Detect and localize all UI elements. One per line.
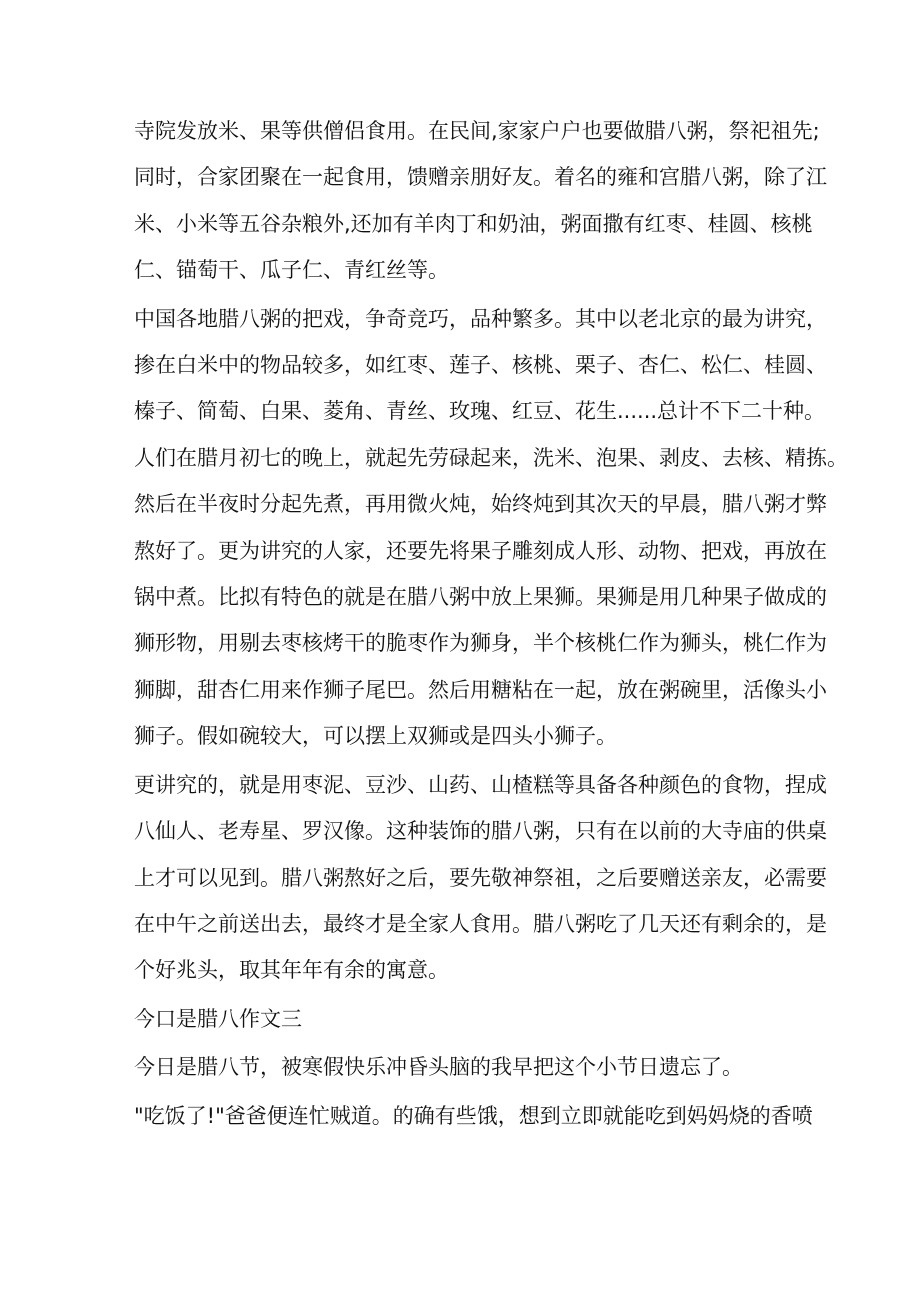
text-line: 然后在半夜时分起先煮，再用微火炖，始终炖到其次天的早晨，腊八粥才弊 bbox=[134, 492, 827, 517]
text-line: 狮脚，甜杏仁用来作狮子尾巴。然后用糖粘在一起，放在粥碗里，活像头小 bbox=[134, 677, 827, 702]
text-line: 中国各地腊八粥的把戏，争奇竞巧，品种繁多。其中以老北京的最为讲究， bbox=[134, 306, 827, 331]
paragraph-laba-porridge-origin bbox=[134, 108, 827, 294]
text-line: 掺在白米中的物品较多，如红枣、莲子、核桃、栗子、杏仁、松仁、桂圆、 bbox=[134, 353, 827, 378]
text-line: 锅中煮。比拟有特色的就是在腊八粥中放上果狮。果狮是用几种果子做成的 bbox=[134, 585, 827, 610]
text-line: 个好兆头，取其年年有余的寓意。 bbox=[134, 958, 449, 983]
text-line: 寺院发放米、果等供僧侣食用。在民间,家家户户也要做腊八粥，祭祀祖先; bbox=[134, 119, 820, 143]
text-line: 更讲究的，就是用枣泥、豆沙、山药、山楂糕等具备各种颜色的食物，捏成 bbox=[134, 772, 827, 797]
text-line: 米、小米等五谷杂粮外,还加有羊肉丁和奶油，粥面撒有红枣、桂圆、核桃 bbox=[134, 211, 813, 236]
text-line: 熬好了。更为讲究的人家，还要先将果子雕刻成人形、动物、把戏，再放在 bbox=[134, 538, 827, 563]
text-line: 狮子。假如碗较大，可以摆上双狮或是四头小狮子。 bbox=[134, 724, 617, 749]
paragraph-essay-intro bbox=[134, 1044, 794, 1090]
section-heading bbox=[134, 996, 794, 1042]
text-line: 狮形物，用剔去枣核烤干的脆枣作为狮身，半个核桃仁作为狮头，桃仁作为 bbox=[134, 631, 827, 656]
text-line: 人们在腊月初七的晚上，就起先劳碌起来，洗米、泡果、剥皮、去核、精拣。 bbox=[134, 445, 848, 470]
text-line: 在中午之前送出去，最终才是全家人食用。腊八粥吃了几天还有剩余的，是 bbox=[134, 911, 827, 936]
text-line: 今口是腊八作文三 bbox=[134, 1006, 302, 1031]
text-line: 上才可以见到。腊八粥熬好之后，要先敬神祭祖，之后要赠送亲友，必需要 bbox=[134, 865, 827, 890]
text-line: 仁、锚萄干、瓜子仁、青红丝等。 bbox=[134, 258, 449, 283]
text-line: 榛子、简萄、白果、菱角、青丝、玫瑰、红豆、花生......总计不下二十种。 bbox=[134, 399, 826, 424]
paragraph-regional-varieties bbox=[134, 296, 848, 760]
paragraph-decorated-porridge bbox=[134, 762, 827, 994]
text-line: 八仙人、老寿星、罗汉像。这种装饰的腊八粥，只有在以前的大寺庙的供桌 bbox=[134, 819, 827, 844]
document-body bbox=[134, 108, 848, 1141]
text-line: 今日是腊八节，被寒假快乐冲昏头脑的我早把这个小节日遗忘了。 bbox=[134, 1055, 743, 1080]
paragraph-dinner-call bbox=[134, 1093, 813, 1139]
text-line: "吃饭了!"爸爸便连忙贼道。的确有些饿，想到立即就能吃到妈妈烧的香喷 bbox=[134, 1103, 813, 1128]
text-line: 同时，合家团聚在一起食用，馈赠亲朋好友。着名的雍和宫腊八粥，除了江 bbox=[134, 165, 827, 190]
